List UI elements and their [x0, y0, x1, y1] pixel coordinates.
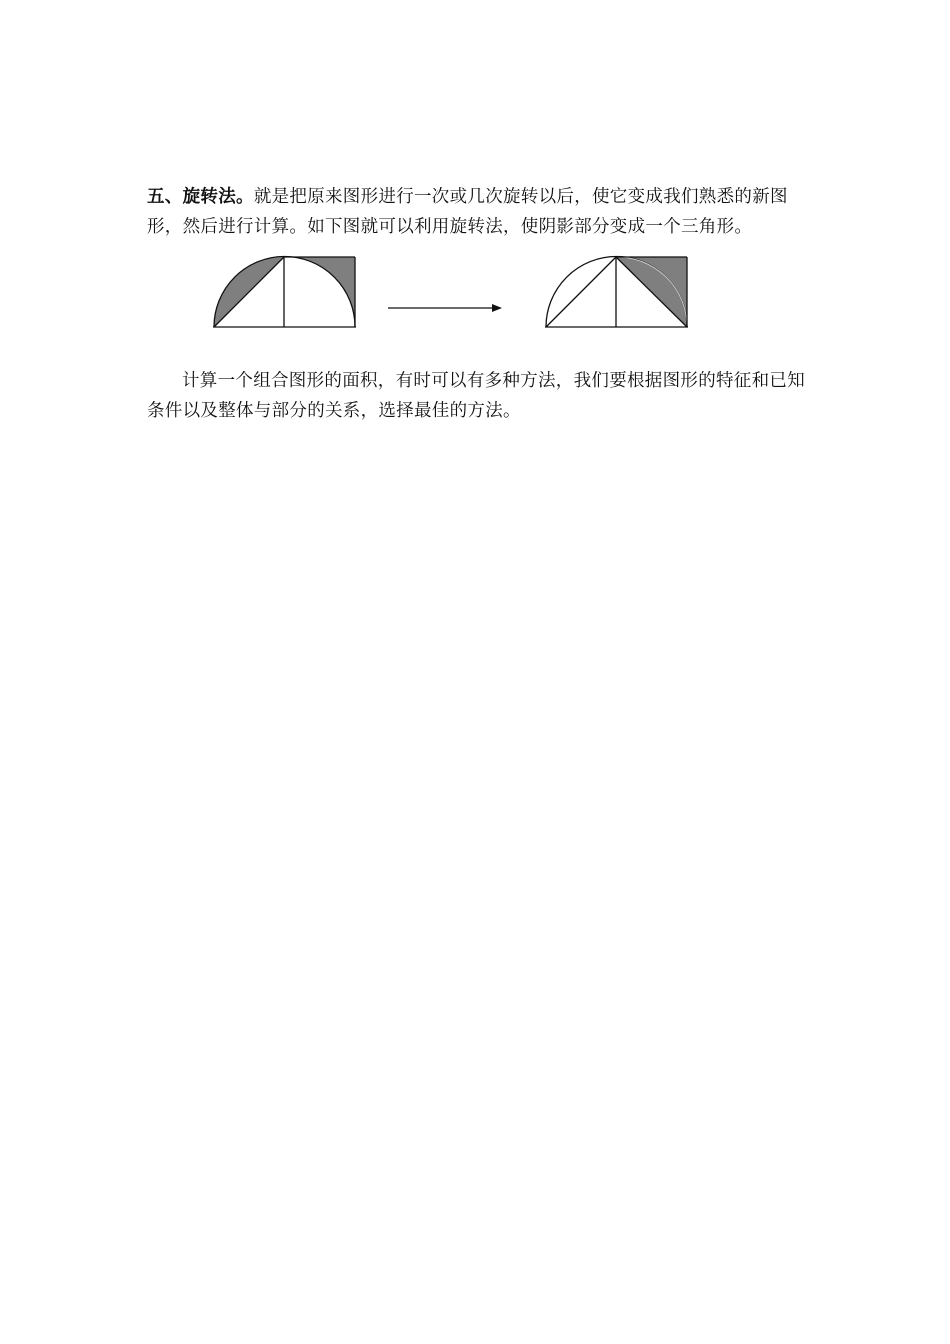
original-figure [213, 257, 356, 328]
rotation-method-figure [205, 252, 705, 334]
section-paragraph [147, 182, 815, 242]
rotated-figure [545, 257, 688, 328]
left-chord-rotated [546, 257, 616, 327]
section-body: 就是把原来图形进行一次或几次旋转以后，使它变成我们熟悉的新图形，然后进行计算。如下图就可以利用旋转法，使阴影部分变成一个三角形。 [147, 187, 788, 237]
conclusion-paragraph: 计算一个组合图形的面积，有时可以有多种方法，我们要根据图形的特征和已知条件以及整体与部分的关系，选择最佳的方法。 [147, 371, 805, 421]
section-heading: 五、旋转法。 [147, 187, 254, 207]
shaded-corner-right [284, 257, 355, 327]
right-arrow-icon [388, 304, 502, 312]
